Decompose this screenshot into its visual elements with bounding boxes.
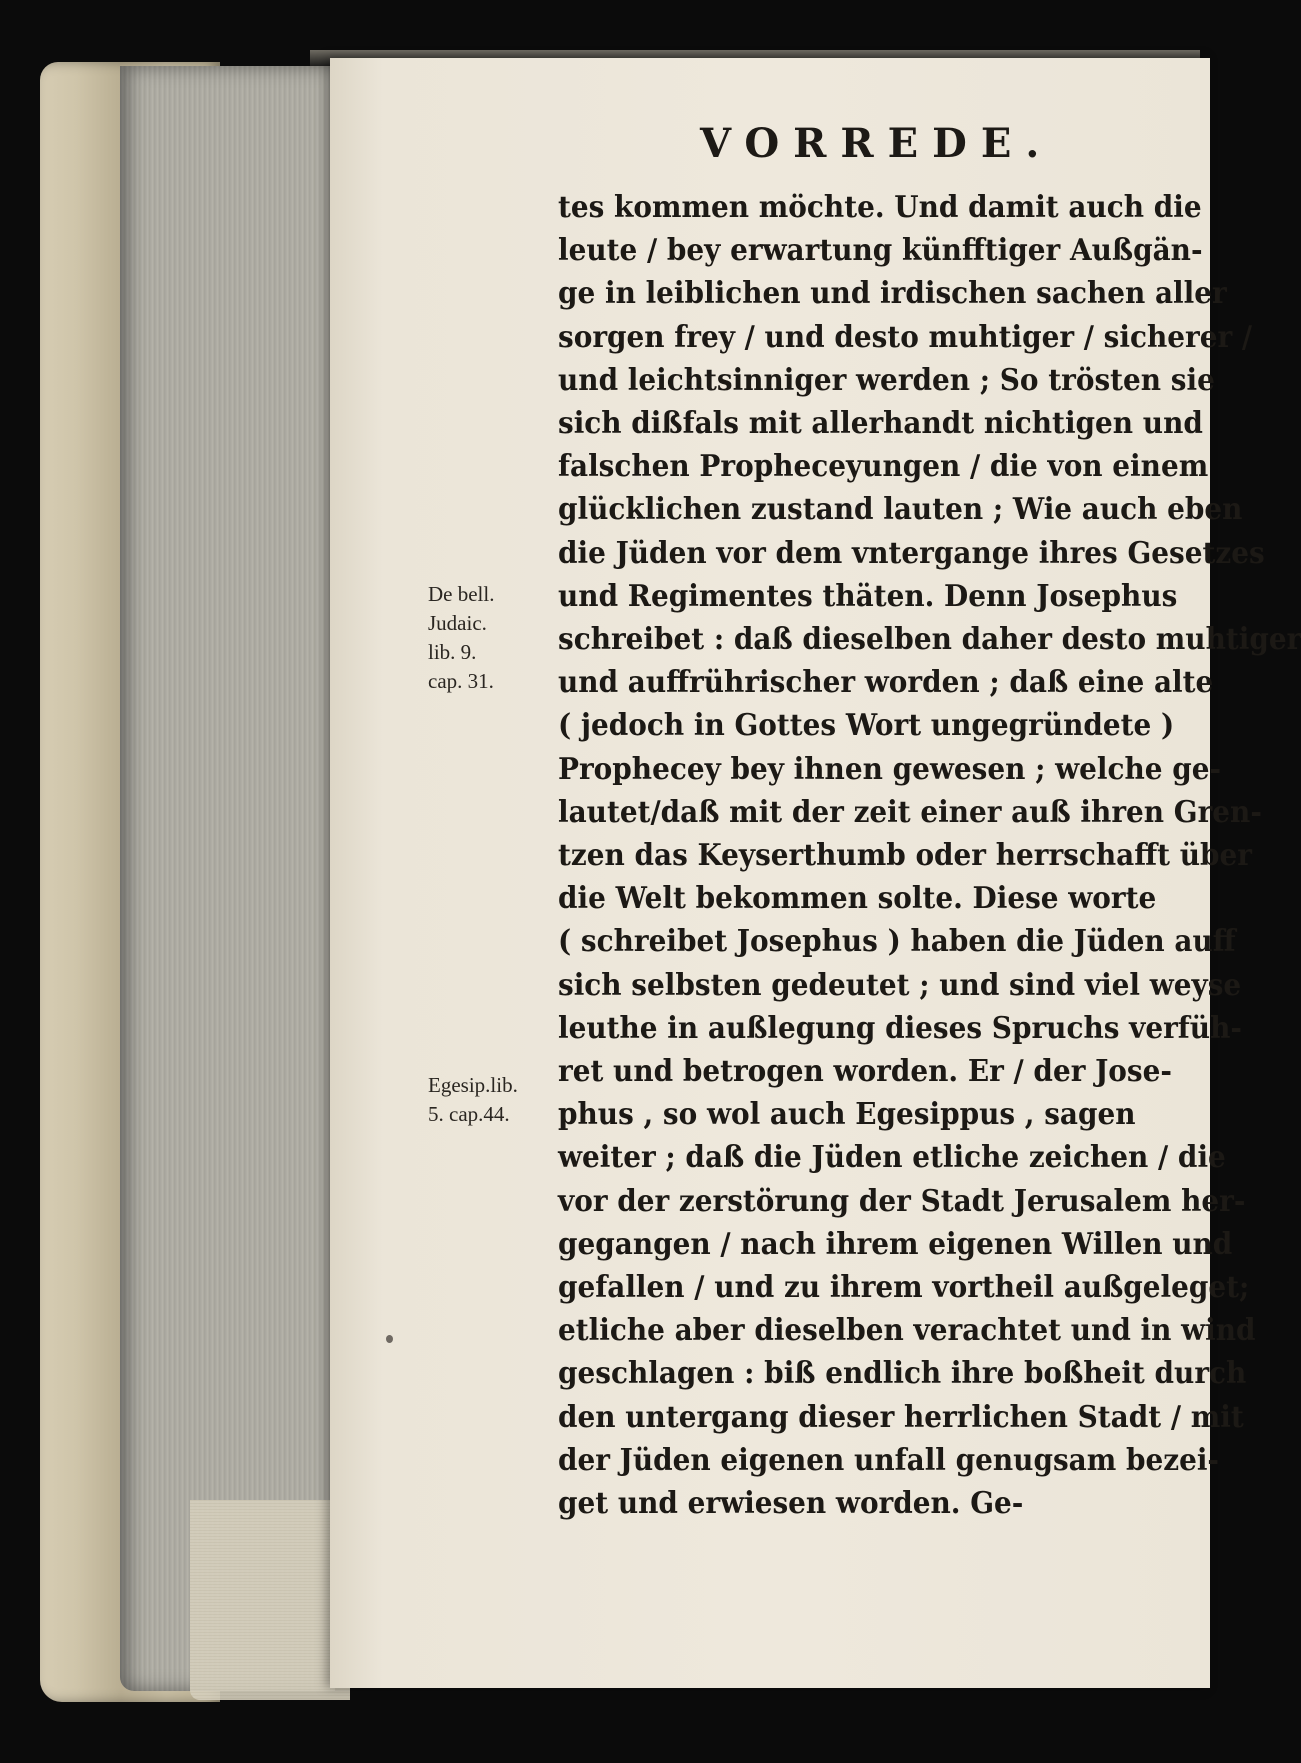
text-line: phus , so wol auch Egesippus , sagen bbox=[558, 1097, 1136, 1133]
text-line: ge in leiblichen und irdischen sachen aller bbox=[558, 276, 1227, 312]
text-line: weiter ; daß die Jüden etliche zeichen / die bbox=[558, 1140, 1226, 1176]
text-line: die Welt bekommen solte. Diese worte bbox=[558, 881, 1157, 917]
text-line: vor der zerstörung der Stadt Jerusalem her- bbox=[558, 1183, 1246, 1219]
text-line: leute / bey erwartung künfftiger Außgän- bbox=[558, 233, 1203, 269]
text-line: und leichtsinniger werden ; So trösten sie bbox=[558, 362, 1215, 398]
text-line: ( jedoch in Gottes Wort ungegründete ) bbox=[558, 708, 1175, 744]
text-line: lautet/daß mit der zeit einer auß ihren Gren- bbox=[558, 794, 1262, 830]
text-line: glücklichen zustand lauten ; Wie auch eben bbox=[558, 492, 1243, 528]
text-line: gegangen / nach ihrem eigenen Willen und bbox=[558, 1226, 1233, 1262]
running-head: VORREDE. bbox=[700, 120, 1054, 167]
text-line: sich dißfals mit allerhandt nichtigen und bbox=[558, 406, 1203, 442]
margin-note-egesippus bbox=[428, 1071, 518, 1129]
text-line: die Jüden vor dem vntergange ihres Gesetzes bbox=[558, 535, 1265, 571]
text-line: Prophecey bey ihnen gewesen ; welche ge- bbox=[558, 751, 1222, 787]
paper-speck bbox=[386, 1335, 393, 1343]
text-line: tzen das Keyserthumb oder herrschafft über bbox=[558, 838, 1252, 874]
text-line: der Jüden eigenen unfall genugsam bezei- bbox=[558, 1442, 1220, 1478]
text-line: sich selbsten gedeutet ; und sind viel weyse bbox=[558, 967, 1242, 1003]
margin-note-de-bello-judaico bbox=[428, 580, 494, 696]
margin-note-line: De bell. bbox=[428, 582, 495, 606]
text-line: den untergang dieser herrlichen Stadt / mit bbox=[558, 1399, 1244, 1435]
text-line: und Regimentes thäten. Denn Josephus bbox=[558, 578, 1178, 614]
text-line: ( schreibet Josephus ) haben die Jüden auff bbox=[558, 924, 1236, 960]
text-line: tes kommen möchte. Und damit auch die bbox=[558, 190, 1202, 225]
body-text bbox=[558, 186, 1301, 1525]
text-line: falschen Prophecеyungen / die von einem bbox=[558, 449, 1209, 485]
text-line: geschlagen : biß endlich ihre boßheit durch bbox=[558, 1356, 1247, 1392]
margin-note-line: Judaic. bbox=[428, 611, 487, 635]
text-line: gefallen / und zu ihrem vortheil außgeleget; bbox=[558, 1270, 1250, 1306]
margin-note-line: lib. 9. bbox=[428, 640, 477, 664]
text-line: ret und betrogen worden. Er / der Jose- bbox=[558, 1054, 1172, 1090]
margin-note-line: Egesip.lib. bbox=[428, 1073, 518, 1097]
text-line: etliche aber dieselben verachtet und in wind bbox=[558, 1313, 1256, 1349]
margin-note-line: 5. cap.44. bbox=[428, 1102, 510, 1126]
text-line: und auffrührischer worden ; daß eine alte bbox=[558, 665, 1214, 701]
text-line: schreibet : daß dieselben daher desto muhtiger bbox=[558, 622, 1301, 658]
page-edges bbox=[120, 66, 335, 1691]
text-line: leuthe in außlegung dieses Spruchs verfüh- bbox=[558, 1010, 1242, 1046]
text-line: sorgen frey / und desto muhtiger / sicherer / bbox=[558, 319, 1253, 355]
page-edges-lower bbox=[190, 1500, 350, 1700]
text-line: get und erwiesen worden. Ge- bbox=[558, 1486, 1024, 1522]
margin-note-line: cap. 31. bbox=[428, 669, 494, 693]
